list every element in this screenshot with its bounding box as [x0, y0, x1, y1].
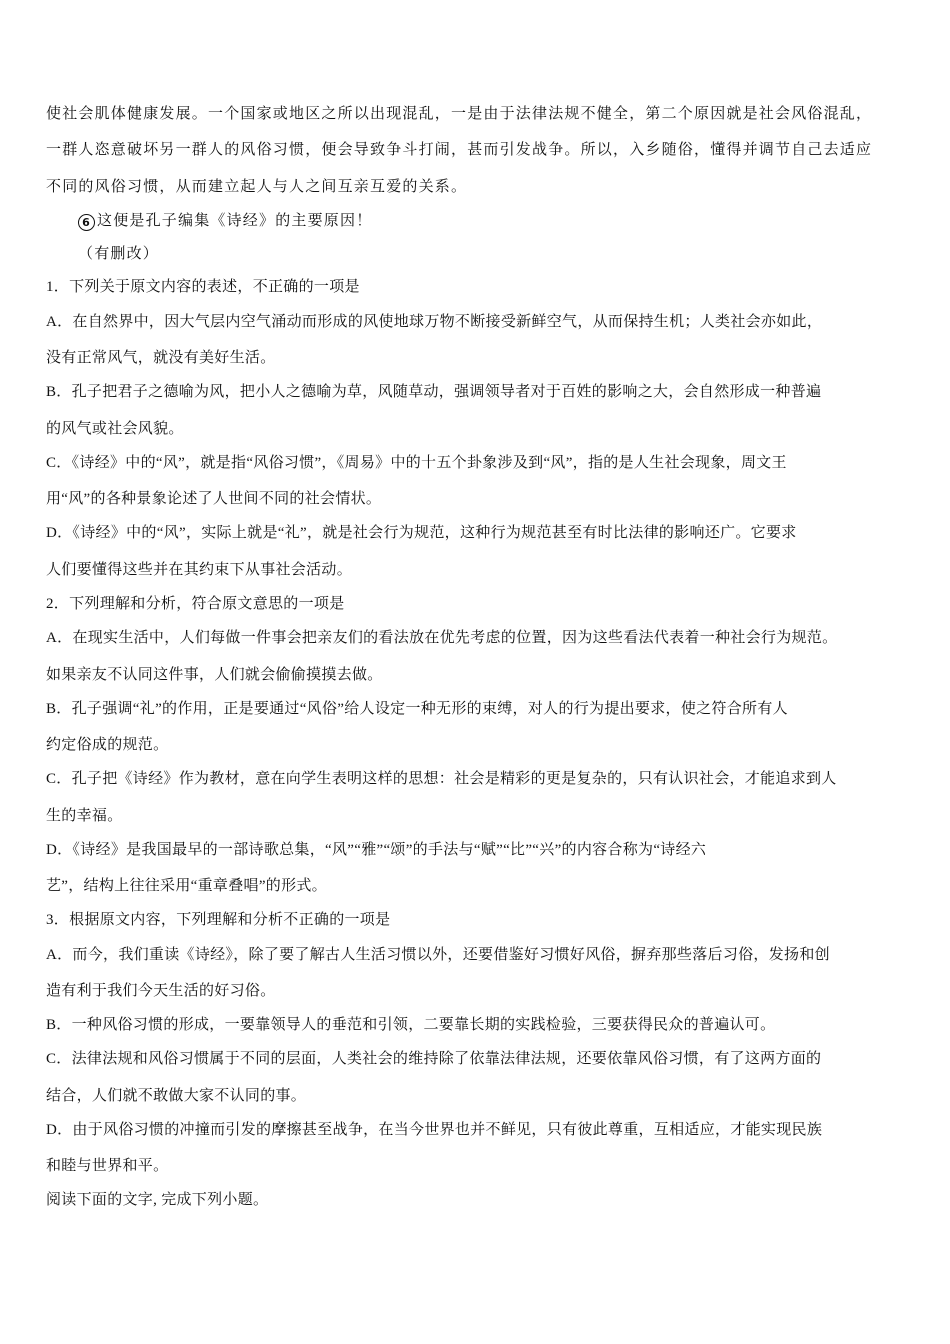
- option-line: B．一种风俗习惯的形成，一要靠领导人的垂范和引领，二要靠长期的实践检验，三要获得民众的普遍认可。: [46, 1017, 776, 1033]
- question-stem: 2．下列理解和分析，符合原文意思的一项是: [46, 596, 345, 612]
- source-note: （有删改）: [78, 244, 160, 262]
- option-line: 人们要懂得这些并在其约束下从事社会活动。: [46, 562, 353, 578]
- question-stem: 3．根据原文内容，下列理解和分析不正确的一项是: [46, 912, 391, 928]
- option-line: A．在自然界中，因大气层内空气涌动而形成的风使地球万物不断接受新鲜空气，从而保持生机；人类社会亦如此，: [46, 314, 823, 330]
- option-line: B．孔子强调“礼”的作用，正是要通过“风俗”给人设定一种无形的束缚，对人的行为提出要求，使之符合所有人: [46, 701, 788, 717]
- question-stem: 1．下列关于原文内容的表述，不正确的一项是: [46, 279, 360, 295]
- option-line: 结合，人们就不敢做大家不认同的事。: [46, 1088, 307, 1104]
- passage-line: 一群人恣意破坏另一群人的风俗习惯，便会导致争斗打闹，甚而引发战争。所以，入乡随俗，懂得并调节自己去适应: [46, 140, 873, 158]
- passage-line: 不同的风俗习惯，从而建立起人与人之间互亲互爱的关系。: [46, 177, 468, 195]
- option-line: 艺”，结构上往往采用“重章叠唱”的形式。: [46, 878, 327, 894]
- passage-paragraph-6: [78, 210, 372, 231]
- option-line: 如果亲友不认同这件事，人们就会偷偷摸摸去做。: [46, 667, 383, 683]
- option-line: D．《诗经》是我国最早的一部诗歌总集，“风”“雅”“颂”的手法与“赋”“比”“兴”的内容合称为“诗经六: [46, 842, 707, 858]
- option-line: C．孔子把《诗经》作为教材，意在向学生表明这样的思想：社会是精彩的更是复杂的，只有认识社会，才能追求到人: [46, 771, 837, 787]
- option-line: A．而今，我们重读《诗经》，除了要了解古人生活习惯以外，还要借鉴好习惯好风俗，摒弃那些落后习俗，发扬和创: [46, 947, 830, 963]
- option-line: 造有利于我们今天生活的好习俗。: [46, 983, 276, 999]
- passage-line: 使社会肌体健康发展。一个国家或地区之所以出现混乱，一是由于法律法规不健全，第二个原因就是社会风俗混乱，: [46, 104, 873, 122]
- option-line: B．孔子把君子之德喻为风，把小人之德喻为草，风随草动，强调领导者对于百姓的影响之大，会自然形成一种普遍: [46, 384, 822, 400]
- option-line: 没有正常风气，就没有美好生活。: [46, 350, 276, 366]
- option-line: 用“风”的各种景象论述了人世间不同的社会情状。: [46, 491, 382, 507]
- paragraph-number-badge: 6: [78, 214, 95, 231]
- option-line: D．《诗经》中的“风”，实际上就是“礼”，就是社会行为规范，这种行为规范甚至有时比法律的影响还广。它要求: [46, 525, 797, 541]
- reading-instruction: 阅读下面的文字, 完成下列小题。: [46, 1192, 269, 1208]
- option-line: 的风气或社会风貌。: [46, 421, 184, 437]
- option-line: A．在现实生活中，人们每做一件事会把亲友们的看法放在优先考虑的位置，因为这些看法代表着一种社会行为规范。: [46, 630, 838, 646]
- option-line: D．由于风俗习惯的冲撞而引发的摩擦甚至战争，在当今世界也并不鲜见，只有彼此尊重，互相适应，才能实现民族: [46, 1122, 823, 1138]
- option-line: 生的幸福。: [46, 808, 123, 824]
- passage-line: 这便是孔子编集《诗经》的主要原因！: [97, 211, 373, 229]
- option-line: C．法律法规和风俗习惯属于不同的层面，人类社会的维持除了依靠法律法规，还要依靠风俗习惯，有了这两方面的: [46, 1051, 822, 1067]
- option-line: 和睦与世界和平。: [46, 1158, 169, 1174]
- option-line: 约定俗成的规范。: [46, 737, 169, 753]
- option-line: C．《诗经》中的“风”，就是指“风俗习惯”，《周易》中的十五个卦象涉及到“风”，指的是人生社会现象，周文王: [46, 455, 787, 471]
